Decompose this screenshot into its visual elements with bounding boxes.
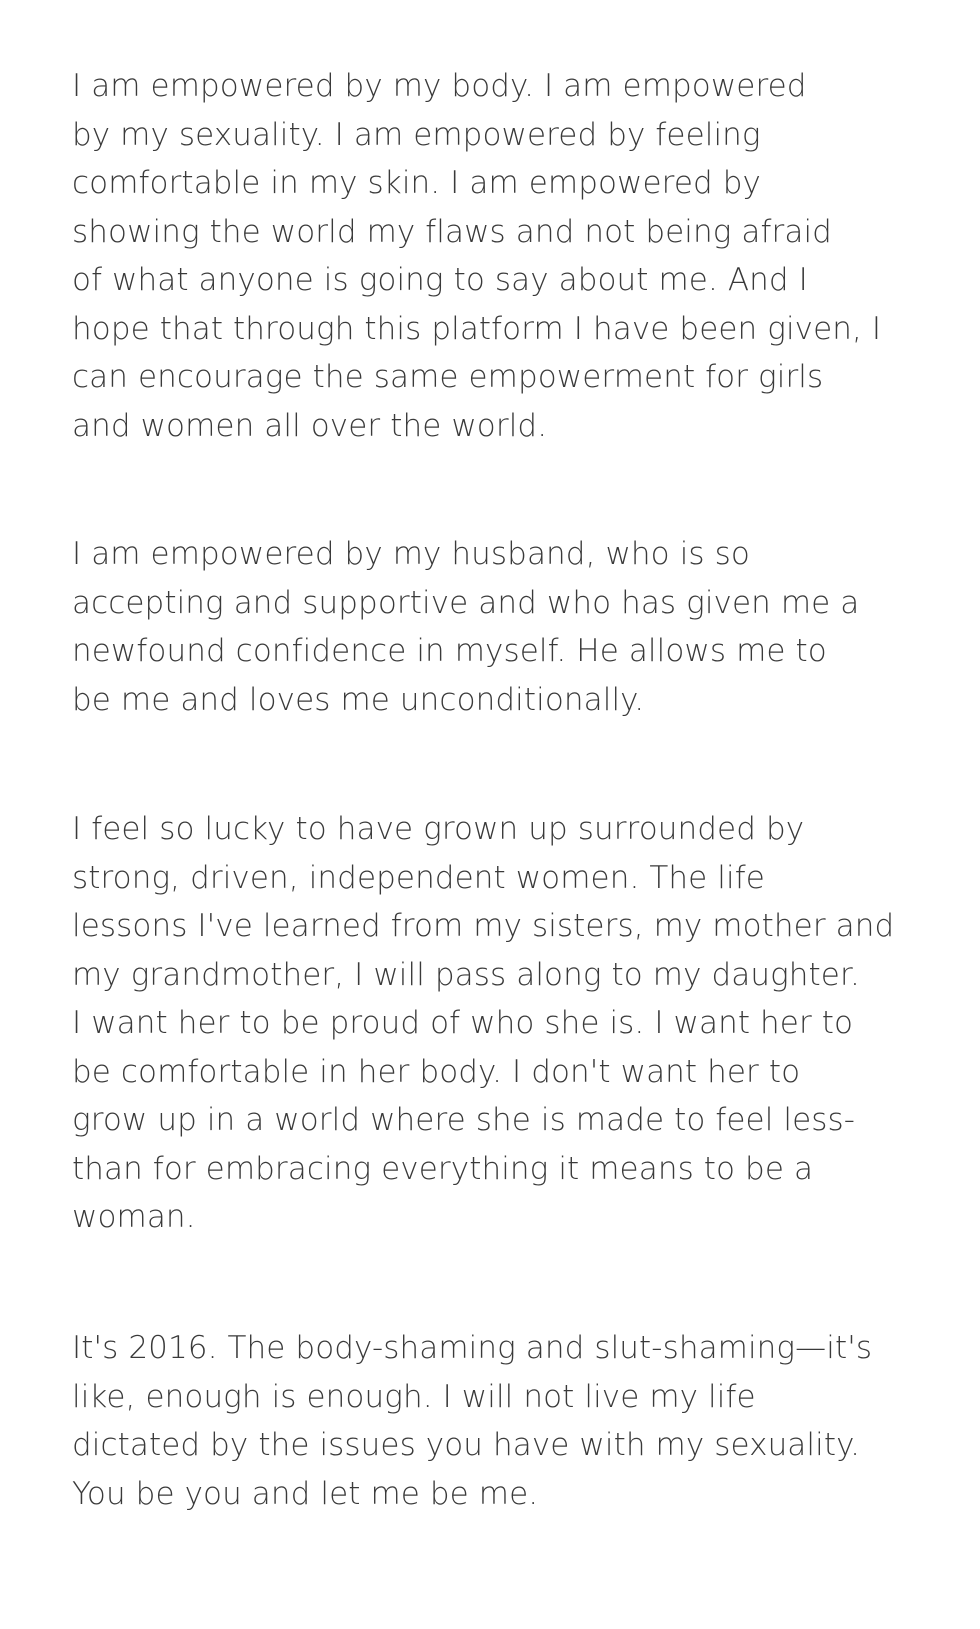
text-line: like, enough is enough. I will not live my life	[72, 1378, 756, 1415]
text-line: comfortable in my skin. I am empowered by	[72, 165, 761, 201]
text-line: lessons I've learned from my sisters, my mother and	[72, 908, 895, 944]
text-line: woman.	[72, 1199, 196, 1235]
text-line: accepting and supportive and who has given me a	[72, 584, 860, 621]
text-line: I want her to be proud of who she is. I want her to	[72, 1005, 854, 1041]
text-line: hope that through this platform I have been given, I	[72, 310, 882, 347]
paragraph-husband	[72, 530, 932, 724]
text-line: of what anyone is going to say about me. And I	[72, 262, 808, 298]
text-line: I am empowered by my husband, who is so	[72, 536, 750, 572]
text-line: newfound confidence in myself. He allows me to	[72, 633, 827, 669]
text-line: be me and loves me unconditionally.	[72, 681, 645, 718]
paragraph-strong-women	[72, 805, 932, 1242]
text-line: strong, driven, independent women. The life	[72, 859, 765, 896]
text-line: dictated by the issues you have with my sexuality.	[72, 1427, 861, 1463]
text-line: I feel so lucky to have grown up surrounded by	[72, 811, 805, 847]
text-line: grow up in a world where she is made to feel less-	[72, 1102, 856, 1138]
text-line: than for embracing everything it means to be a	[72, 1150, 814, 1187]
text-line: You be you and let me be me.	[72, 1475, 539, 1512]
text-line: can encourage the same empowerment for girls	[72, 359, 824, 395]
text-line: by my sexuality. I am empowered by feeling	[72, 116, 761, 153]
text-line: showing the world my flaws and not being afraid	[72, 213, 832, 250]
paragraph-2016	[72, 1324, 932, 1518]
text-line: It's 2016. The body-shaming and slut-shaming—it's	[72, 1330, 873, 1366]
text-line: I am empowered by my body. I am empowered	[72, 68, 807, 104]
text-line: my grandmother, I will pass along to my daughter.	[72, 956, 860, 993]
paragraph-body-empowerment	[72, 62, 932, 450]
text-line: be comfortable in her body. I don't want her to	[72, 1053, 801, 1090]
text-line: and women all over the world.	[72, 407, 548, 444]
